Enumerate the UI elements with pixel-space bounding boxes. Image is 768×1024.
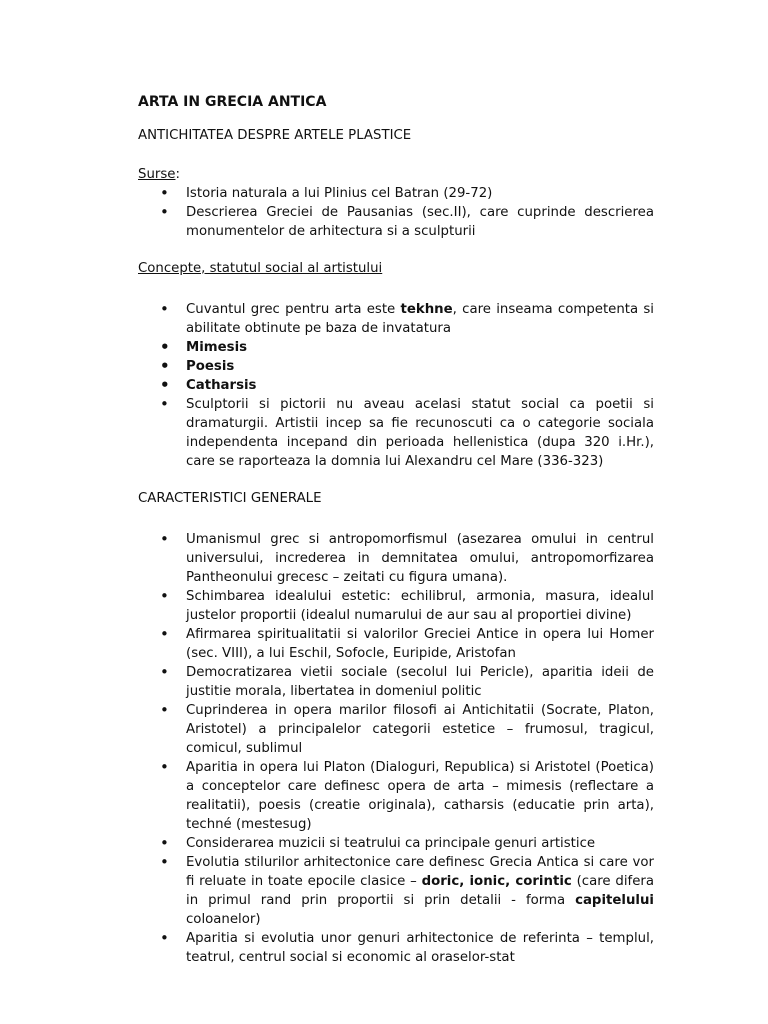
list-item: • Istoria naturala a lui Plinius cel Batran (29-72) (138, 184, 654, 203)
concepts-heading: Concepte, statutul social al artistului (138, 261, 383, 276)
sources-heading (138, 165, 654, 184)
general-list (138, 530, 654, 967)
list-item: • Democratizarea vietii sociale (secolul lui Pericle), aparitia ideii de justitie morala, libertatea in domeniul politic (138, 663, 654, 701)
list-item: • Afirmarea spiritualitatii si valorilor Greciei Antice in opera lui Homer (sec. VIII), a lui Eschil, Sofocle, Euripide, Aristofan (138, 625, 654, 663)
text-run: (care difera in primul rand prin proportii si prin detalii - forma (186, 874, 654, 908)
list-item: • Sculptorii si pictorii nu aveau acelasi statut social ca poetii si dramaturgii. Artistii incep sa fie recunoscuti ca o categorie sociala independenta incepand din perioada hellenistica (dupa 320 i.Hr.), care se raporteaza la domnia lui Alexandru cel Mare (336-323) (138, 395, 654, 471)
list-item: • Cuprinderea in opera marilor filosofi ai Antichitatii (Socrate, Platon, Aristotel) a principalelor categorii estetice – frumosul, tragicul, comicul, sublimul (138, 701, 654, 758)
term-mimesis: • Mimesis (138, 338, 654, 357)
text-run: Cuvantul grec pentru arta este (186, 302, 401, 317)
document-title: ARTA IN GRECIA ANTICA (138, 94, 327, 110)
concepts-list (138, 300, 654, 471)
sources-colon: : (175, 167, 180, 182)
list-item: • Considerarea muzicii si teatrului ca principale genuri artistice (138, 834, 654, 853)
list-item (138, 853, 654, 929)
text-run: , care inseama competenta si abilitate obtinute pe baza de invatatura (186, 302, 654, 336)
sources-label: Surse (138, 167, 176, 182)
term-catharsis: • Catharsis (138, 376, 654, 395)
text-run: Evolutia stilurilor arhitectonice care definesc Grecia Antica si care vor fi reluate in toate epocile clasice – (186, 855, 654, 889)
section-heading-plastic-arts: ANTICHITATEA DESPRE ARTELE PLASTICE (138, 128, 412, 143)
sources-list (138, 184, 654, 241)
list-item: • Aparitia si evolutia unor genuri arhitectonice de referinta – templul, teatrul, centrul social si economic al oraselor-stat (138, 929, 654, 967)
general-heading: CARACTERISTICI GENERALE (138, 491, 322, 506)
term-poesis: • Poesis (138, 357, 654, 376)
term-column-orders: doric, ionic, corintic (421, 874, 572, 889)
term-capitel: capitelului (575, 893, 654, 908)
list-item: • Umanismul grec si antropomorfismul (asezarea omului in centrul universului, increderea in demnitatea omului, antropomorfizarea Pantheonului grecesc – zeitati cu figura umana). (138, 530, 654, 587)
document-body (138, 93, 654, 967)
list-item (138, 300, 654, 338)
list-item: • Aparitia in opera lui Platon (Dialoguri, Republica) si Aristotel (Poetica) a conceptelor care definesc opera de arta – mimesis (reflectare a realitatii), poesis (creatie originala), catharsis (educatie prin arta), techné (mestesug) (138, 758, 654, 834)
list-item: • Descrierea Greciei de Pausanias (sec.II), care cuprinde descrierea monumentelor de arhitectura si a sculpturii (138, 203, 654, 241)
list-item: • Schimbarea idealului estetic: echilibrul, armonia, masura, idealul justelor proportii (idealul numarului de aur sau al proportiei divine) (138, 587, 654, 625)
text-run: coloanelor) (186, 912, 261, 927)
term-tekhne: tekhne (400, 302, 453, 317)
